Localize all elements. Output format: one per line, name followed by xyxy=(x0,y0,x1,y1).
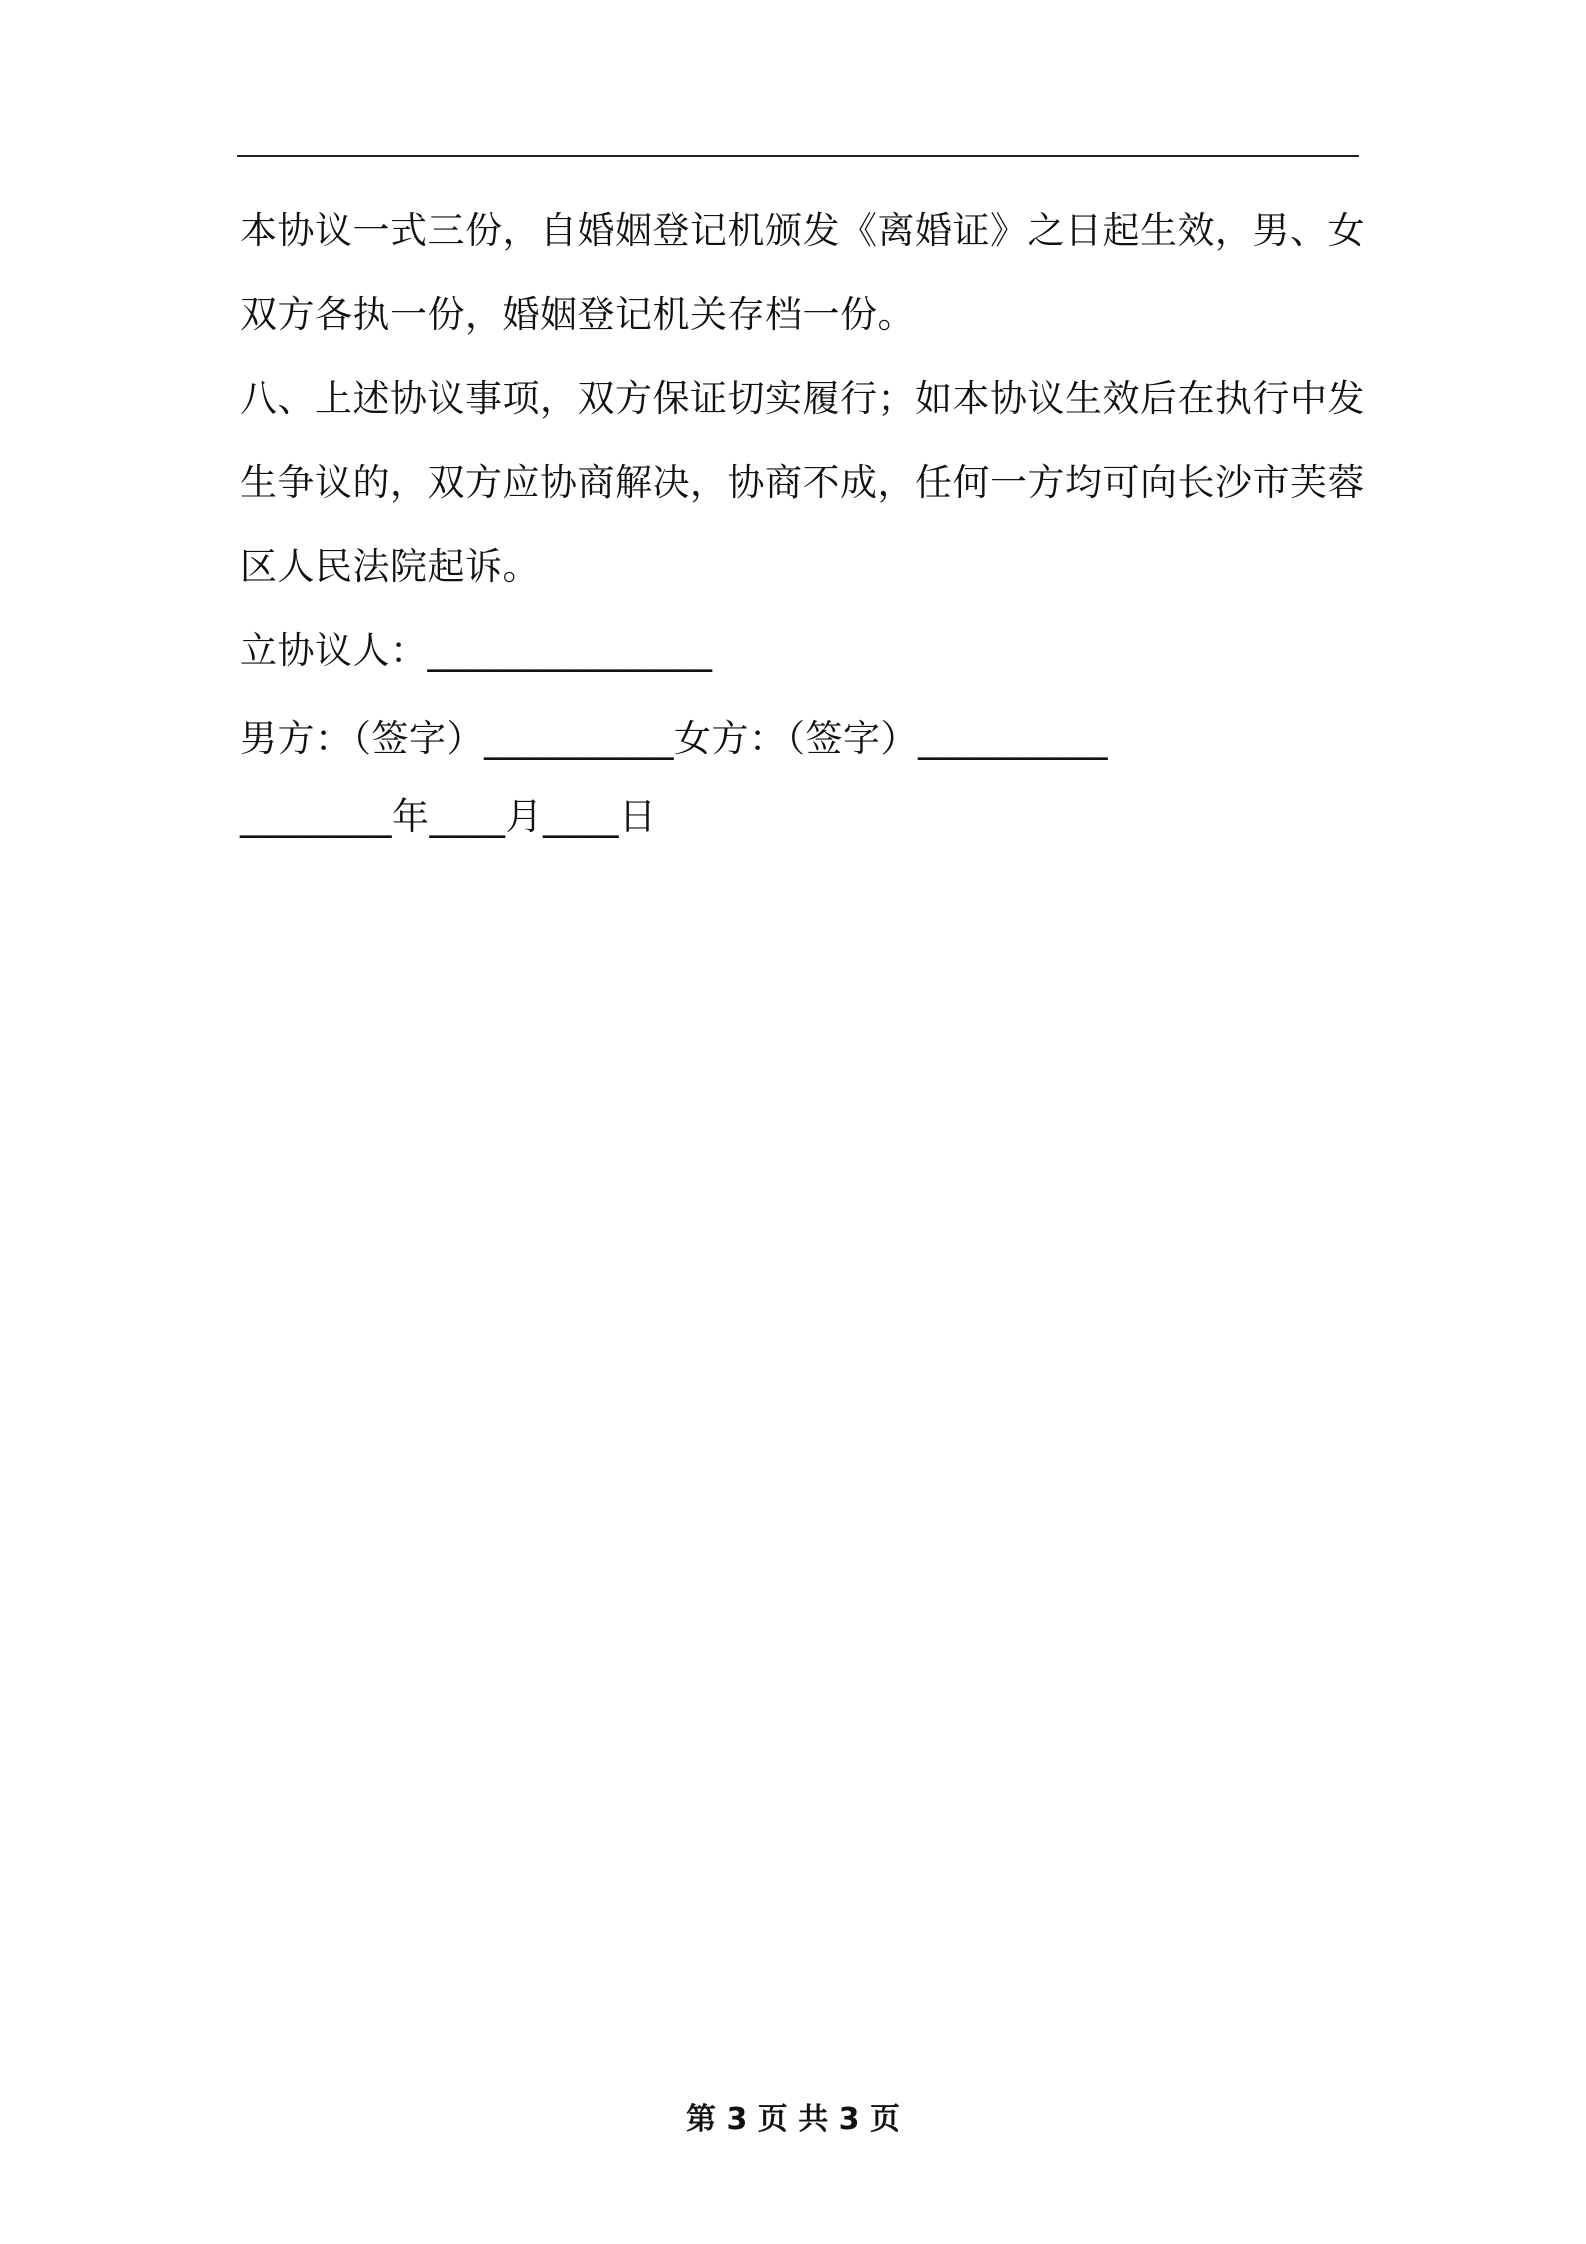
husband-wife-signature-line: 男方：（签字）__________女方：（签字）__________ xyxy=(240,717,1108,760)
date-line: ________年____月____日 xyxy=(240,795,657,838)
page-number-footer: 第 3 页 共 3 页 xyxy=(686,2102,900,2137)
closing-paragraph-line-2: 双方各执一份，婚姻登记机关存档一份。 xyxy=(240,293,915,336)
clause-8-line-1: 八、上述协议事项，双方保证切实履行；如本协议生效后在执行中发 xyxy=(240,377,1365,420)
clause-8-line-2: 生争议的，双方应协商解决，协商不成，任何一方均可向长沙市芙蓉 xyxy=(240,461,1365,504)
parties-signature-line: 立协议人：_______________ xyxy=(240,629,713,672)
clause-8-line-3: 区人民法院起诉。 xyxy=(240,545,540,588)
header-divider xyxy=(237,155,1359,157)
closing-paragraph-line-1: 本协议一式三份，自婚姻登记机颁发《离婚证》之日起生效，男、女 xyxy=(240,209,1365,252)
